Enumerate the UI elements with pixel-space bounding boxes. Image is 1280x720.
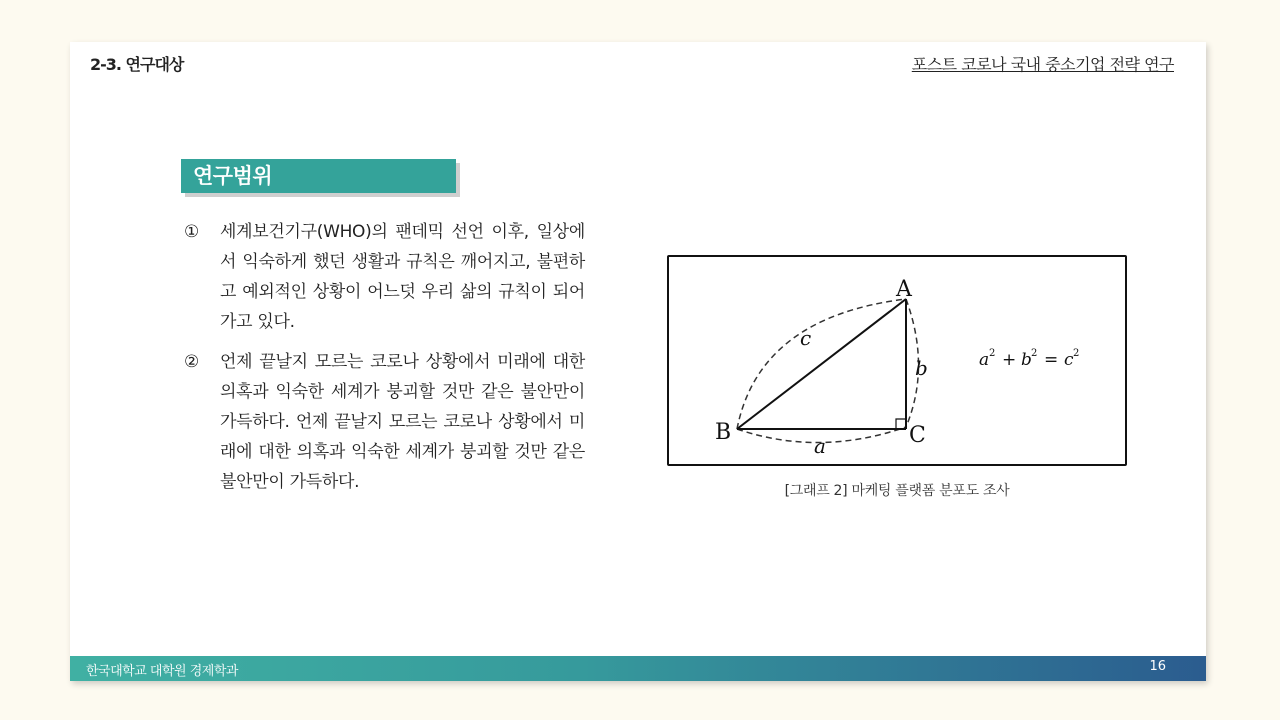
svg-text:+: + (1002, 350, 1017, 370)
svg-text:a: a (979, 350, 990, 370)
item-text: 세계보건기구(WHO)의 팬데믹 선언 이후, 일상에서 익숙하게 했던 생활과 규칙은 깨어지고, 불편하고 예외적인 상황이 어느덧 우리 삶의 규칙이 되어가고 있다. (220, 222, 585, 332)
document-title: 포스트 코로나 국내 중소기업 전략 연구 (911, 55, 1174, 74)
section-label: 2-3. 연구대상 (90, 55, 184, 74)
footer-organization: 한국대학교 대학원 경제학과 (86, 664, 238, 679)
svg-text:2: 2 (1073, 348, 1080, 359)
page-number: 16 (1149, 659, 1166, 674)
footer-bar (70, 656, 1206, 681)
figure-caption: [그래프 2] 마케팅 플랫폼 분포도 조사 (784, 483, 1010, 499)
slide (70, 42, 1206, 681)
triangle-diagram (669, 257, 1125, 464)
item-number: ① (184, 222, 200, 242)
pythagorean-formula (979, 348, 1079, 370)
vertex-c-label: C (909, 423, 926, 448)
item-number: ② (184, 352, 200, 372)
item-text: 언제 끝날지 모르는 코로나 상황에서 미래에 대한 의혹과 익숙한 세계가 붕괴할 것만 같은 불안만이 가득하다. 언제 끝날지 모르는 코로나 상황에서 미래에 대한 의혹과 익숙한 세계가 붕괴할 것만 같은 불안만이 가득하다. (220, 352, 585, 492)
vertex-a-label: A (896, 277, 912, 302)
svg-text:2: 2 (989, 348, 996, 359)
side-c-label: c (800, 326, 812, 350)
svg-text:=: = (1044, 350, 1059, 370)
research-scope-badge: 연구범위 (181, 159, 456, 193)
svg-text:c: c (1064, 350, 1074, 370)
side-b-label: b (915, 356, 928, 380)
triangle-figure (667, 255, 1127, 466)
svg-text:b: b (1021, 350, 1032, 370)
svg-text:2: 2 (1031, 348, 1038, 359)
side-c (737, 299, 906, 429)
vertex-b-label: B (715, 420, 732, 445)
side-a-label: a (814, 434, 826, 458)
